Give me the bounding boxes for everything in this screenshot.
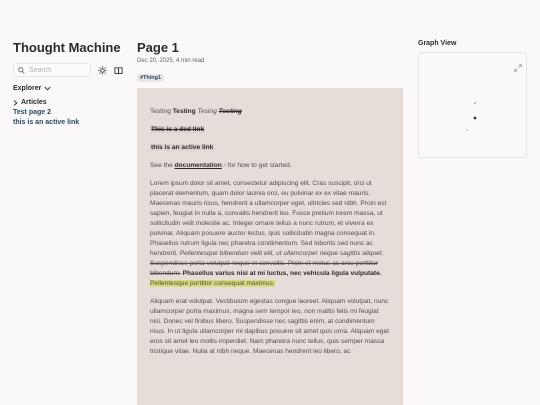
see-post: for how to get started. xyxy=(226,162,292,169)
dead-link[interactable]: This is a ded link xyxy=(151,126,205,133)
search-placeholder: Search xyxy=(29,66,52,74)
graph-node xyxy=(466,129,468,131)
right-sidebar xyxy=(418,40,527,158)
explorer-label: Explorer xyxy=(13,85,42,92)
para1-italic: Pellentesque bibendum velit elit, ut ullamcorper neque sagittis aliquet. xyxy=(179,250,384,257)
documentation-link[interactable]: documentation xyxy=(174,162,222,169)
external-link-icon: ↗ xyxy=(221,163,227,169)
page-meta: Dec 20, 2025, 4 min read xyxy=(137,58,205,64)
text-bold-italic-strike: Testing xyxy=(218,108,242,115)
folder-articles-label: Articles xyxy=(21,99,47,106)
explorer-tree xyxy=(13,98,123,128)
text-plain: Testing xyxy=(150,108,173,115)
see-docs-line xyxy=(150,161,390,171)
theme-toggle-sun-icon[interactable] xyxy=(97,65,107,75)
left-sidebar xyxy=(13,40,123,128)
text-bold: Testing xyxy=(172,108,196,115)
expand-graph-icon[interactable] xyxy=(514,57,522,76)
see-pre: See the xyxy=(150,162,175,169)
tag-thing1[interactable]: #Thing1 xyxy=(137,74,164,82)
graph-canvas[interactable] xyxy=(419,53,528,159)
para1-text: Lorem ipsum dolor sit amet, consectetur adipiscing elit. Cras suscipit, orci ut placerat elementum, quam dolor lacinia orci, eu pulvinar ex ex vitae mauris. Maecenas mauris risus, hendrerit a ullamcorper eget, ultricies sed nibh. Proin est sapien, feugiat in nulla a, convallis hendrerit leo. Fusce pretium lorem massa, ut sollicitudin velit molestie ac. Integer ornare tellus a nunc rutrum, et viverra ex pulvinar. Aliquam posuere auctor lectus, quis sollicitudin magna consequat in. Phasellus rutrum ligula nec pharetra condimentum. Sed lobortis sed nunc ac hendrerit. xyxy=(150,180,387,257)
active-link[interactable]: this is an active link xyxy=(151,144,214,151)
graph-node xyxy=(474,102,476,104)
search-input[interactable] xyxy=(13,63,91,77)
chevron-right-icon xyxy=(13,100,18,106)
search-icon xyxy=(18,67,25,74)
text-italic: Tesing xyxy=(197,108,217,115)
article-body xyxy=(137,88,403,405)
reader-mode-book-icon[interactable] xyxy=(113,65,123,75)
chevron-down-icon xyxy=(44,86,51,91)
paragraph-2: Aliquam erat volutpat. Vestibulum egestas congue laoreet. Aliquam volutpat, nunc ullamcorper porta maximus, magna sem tempor leo, non mattis felis mi feugiat nisi. Donec vel finibus libero. Suspendisse nec sagittis enim, at condimentum risus. In ut ligula ullamcorper mi dapibus posuere sit amet quis urna. Aliquam eget eros sit amet leo mollis imperdiet. Nam pharetra nunc tellus, quis semper massa tristique vitae. Nulla at nibh neque. Maecenas hendrerit leo libero, ac xyxy=(150,298,389,355)
para1-bold: Phasellus varius nisi at mi luctus, nec vehicula ligula vulputate. xyxy=(180,270,382,277)
graph-title: Graph View xyxy=(418,40,457,47)
page-title: Page 1 xyxy=(137,40,179,55)
tree-item-test-page-2[interactable]: Test page 2 xyxy=(13,109,51,116)
graph-node-current xyxy=(474,117,477,120)
folder-articles[interactable] xyxy=(13,98,123,108)
graph-view[interactable] xyxy=(418,52,527,158)
search-row xyxy=(13,63,123,77)
tree-item-active-link[interactable]: this is an active link xyxy=(13,119,80,126)
explorer-toggle[interactable] xyxy=(13,85,123,92)
paragraph-1 xyxy=(150,179,390,289)
main-content xyxy=(137,40,403,355)
para1-highlight: Pellentesque porttitor consequat maximus. xyxy=(150,280,275,287)
formatting-line xyxy=(150,107,390,117)
site-title[interactable]: Thought Machine xyxy=(13,40,121,55)
para1-strike: Suspendisse porta volutpat neque et convallis. Proin et metus ac arcu porttitor bibendum. xyxy=(150,260,378,277)
